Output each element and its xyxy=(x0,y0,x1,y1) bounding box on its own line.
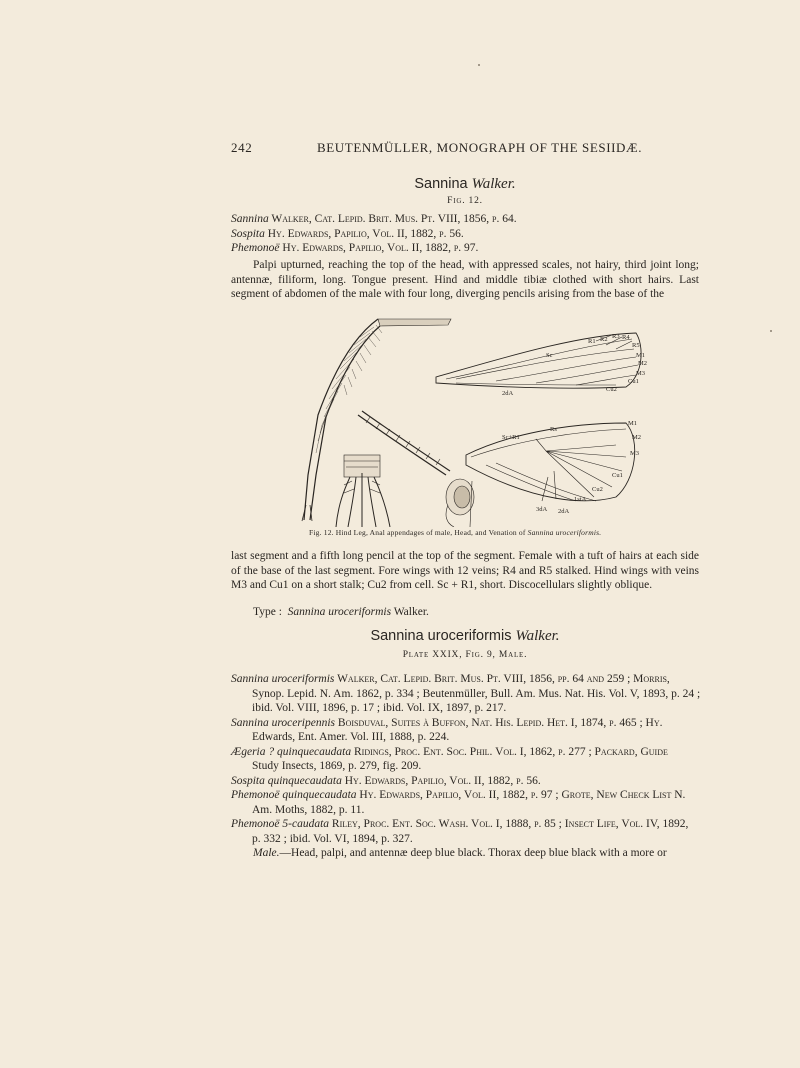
synonym-entry xyxy=(231,241,701,256)
synonym-citation: Walker, Cat. Lepid. Brit. Mus. Pt. VIII, 1856, p. 64. xyxy=(268,213,517,225)
synonym-citation: Hy. Edwards, Papilio, Vol. II, 1882, p. 56. xyxy=(341,774,541,787)
svg-text:M2: M2 xyxy=(638,360,648,367)
synonym-entry xyxy=(231,817,701,832)
synonym-citation: Ridings, Proc. Ent. Soc. Phil. Vol. I, 1862, p. 277 ; Packard, Guide xyxy=(351,745,668,758)
synonym-name: Sannina uroceriformis xyxy=(231,673,335,685)
synonym-name: Phemonoë quinquecaudata xyxy=(231,789,357,801)
species-title xyxy=(231,628,699,645)
hind-leg-drawing xyxy=(302,319,451,521)
svg-text:Cu1: Cu1 xyxy=(628,378,639,385)
svg-text:1stA: 1stA xyxy=(574,496,587,503)
synonym-name: Ægeria ? quinquecaudata xyxy=(231,745,352,758)
svg-text:Cu2: Cu2 xyxy=(606,386,617,393)
synonym-entry xyxy=(231,716,701,731)
synonym-entry xyxy=(231,672,701,687)
figure-caption xyxy=(309,528,709,537)
type-species: Sannina uroceriformis xyxy=(287,606,392,618)
synonym-citation-cont: Edwards, Ent. Amer. Vol. III, 1888, p. 224. xyxy=(252,731,450,743)
svg-text:R5: R5 xyxy=(632,342,640,349)
synonym-name: Sospita xyxy=(231,227,265,240)
synonym-citation-cont: Am. Moths, 1882, p. 11. xyxy=(252,803,365,816)
genus-fig-ref: Fig. 12. xyxy=(447,196,483,206)
synonym-citation-cont: p. 332 ; ibid. Vol. VI, 1894, p. 327. xyxy=(252,832,413,845)
synonym-entry xyxy=(231,212,701,227)
svg-text:Cu2: Cu2 xyxy=(592,486,603,493)
synonym-name: Phemonoë xyxy=(231,242,280,254)
caption-text: Fig. 12. Hind Leg, Anal appendages of male, Head, and Venation of xyxy=(309,528,528,537)
svg-text:R4: R4 xyxy=(622,334,630,341)
paper-speck xyxy=(478,64,480,66)
svg-text:M1: M1 xyxy=(636,352,646,359)
synonym-entry xyxy=(231,774,701,789)
synonym-citation: Hy. Edwards, Papilio, Vol. II, 1882, p. 97 ; Grote, New Check List N. xyxy=(356,789,686,801)
svg-text:3dA: 3dA xyxy=(536,506,548,513)
genus-description-continued xyxy=(231,549,699,593)
synonym-citation-cont: Study Insects, 1869, p. 279, fig. 209. xyxy=(252,760,422,772)
genus-name: Sannina xyxy=(414,176,468,192)
species-synonymy xyxy=(231,672,701,861)
figure-12 xyxy=(296,305,696,527)
svg-text:Sc: Sc xyxy=(546,352,553,359)
svg-text:Sc+R1: Sc+R1 xyxy=(502,434,520,441)
page-number: 242 xyxy=(231,140,253,155)
species-author: Walker. xyxy=(515,628,560,644)
genus-description xyxy=(231,258,699,302)
svg-text:M3: M3 xyxy=(630,450,640,457)
synonym-citation-cont: Synop. Lepid. N. Am. 1862, p. 334 ; Beutenmüller, Bull. Am. Mus. Nat. His. Vol. V, 1893, p. 24 ; ibid. Vol. VIII, 1896, p. 17 ; ibid. Vol. IX, 1897, p. 217. xyxy=(252,687,701,714)
type-author: Walker. xyxy=(391,606,429,618)
svg-text:2dA: 2dA xyxy=(502,390,514,397)
male-text: —Head, palpi, and antennæ deep blue black. Thorax deep blue black with a more or xyxy=(279,847,667,859)
genus-author: Walker. xyxy=(471,176,516,192)
anal-appendages-drawing xyxy=(336,455,390,527)
synonym-entry xyxy=(231,745,701,760)
description-continuation: last segment and a fifth long pencil at the top of the segment. Female with a tuft of hairs at each side of the base of the last segment. Fore wings with 12 veins; R4 and R5 stalked. Hind wings with veins M3 and Cu1 on a short stalk; Cu2 from cell. Sc + R1, short. Discocellulars slightly oblique. xyxy=(231,550,699,592)
synonym-citation: Hy. Edwards, Papilio, Vol. II, 1882, p. 56. xyxy=(264,227,464,240)
svg-text:Rs: Rs xyxy=(550,426,557,433)
hind-wing-venation xyxy=(466,423,635,501)
caption-species: Sannina uroceriformis. xyxy=(527,528,602,537)
svg-text:M1: M1 xyxy=(628,420,638,427)
species-plate-ref: Plate XXIX, Fig. 9, Male. xyxy=(402,650,528,660)
svg-text:M2: M2 xyxy=(632,434,642,441)
synonym-entry xyxy=(231,227,701,242)
type-label: Type : xyxy=(253,606,282,618)
synonym-citation: Hy. Edwards, Papilio, Vol. II, 1882, p. 97. xyxy=(279,242,479,254)
synonym-entry xyxy=(231,788,701,803)
running-title: BEUTENMÜLLER, MONOGRAPH OF THE SESIIDÆ. xyxy=(317,140,643,155)
male-label: Male. xyxy=(253,847,280,859)
paper-speck xyxy=(770,330,772,332)
genus-title xyxy=(231,176,699,193)
synonym-name: Sospita quinquecaudata xyxy=(231,774,342,787)
description-text: Palpi upturned, reaching the top of the head, with appressed scales, not hairy, third joint long; antennæ, filiform, long. Tongue present. Hind and middle tibiæ clothed with short hairs. Last segment of abdomen of the male with four long, diverging pencils arising from the base of the xyxy=(231,259,699,301)
svg-text:R2: R2 xyxy=(600,336,608,343)
svg-text:R3: R3 xyxy=(612,333,620,340)
fore-wing-venation xyxy=(436,333,641,388)
male-description xyxy=(231,846,701,861)
synonym-citation: Riley, Proc. Ent. Soc. Wash. Vol. I, 1888, p. 85 ; Insect Life, Vol. IV, 1892, xyxy=(329,818,689,830)
svg-text:Cu1: Cu1 xyxy=(612,472,623,479)
genus-synonymy xyxy=(231,212,701,256)
synonym-name: Phemonoë 5-caudata xyxy=(231,818,330,830)
type-line xyxy=(231,605,699,620)
svg-text:2dA: 2dA xyxy=(558,508,570,515)
svg-text:M3: M3 xyxy=(636,370,646,377)
svg-text:R1: R1 xyxy=(588,338,596,345)
synonym-name: Sannina xyxy=(231,213,269,225)
species-name: Sannina uroceriformis xyxy=(370,628,512,644)
synonym-citation: Walker, Cat. Lepid. Brit. Mus. Pt. VIII, 1856, pp. 64 and 259 ; Morris, xyxy=(334,673,670,685)
synonym-citation: Boisduval, Suites à Buffon, Nat. His. Lepid. Het. I, 1874, p. 465 ; Hy. xyxy=(335,716,663,729)
synonym-name: Sannina uroceripennis xyxy=(231,716,336,729)
